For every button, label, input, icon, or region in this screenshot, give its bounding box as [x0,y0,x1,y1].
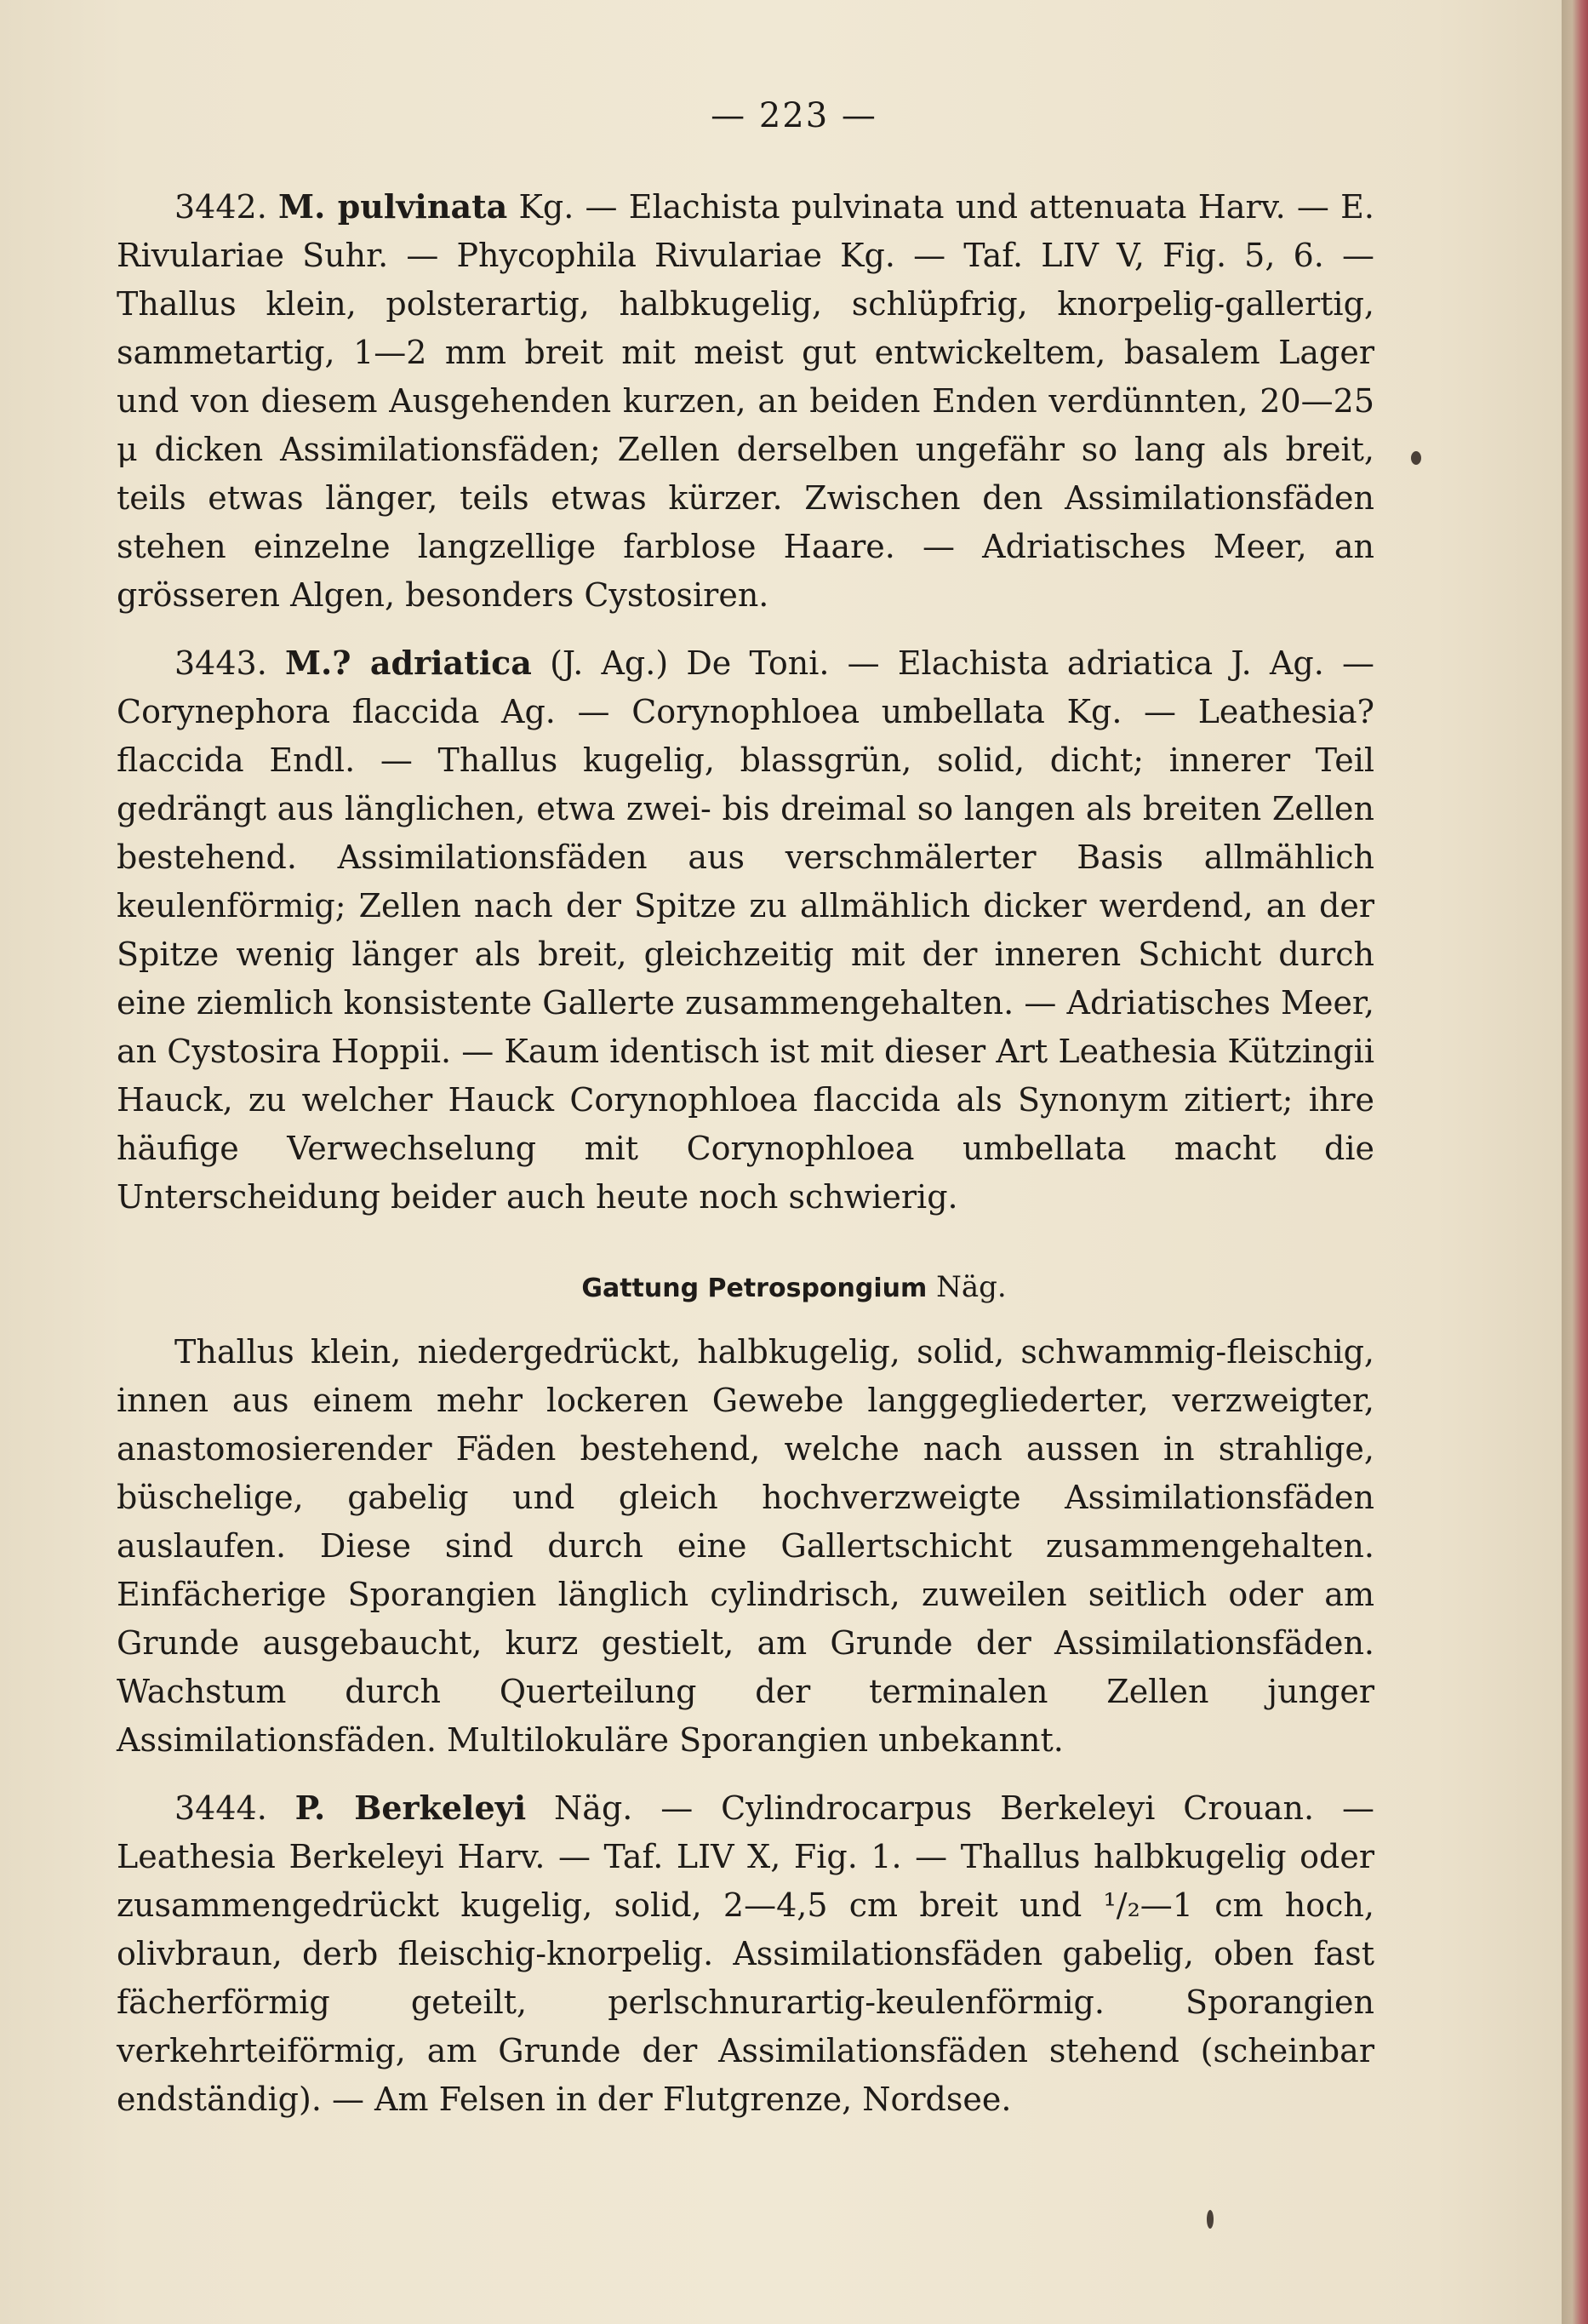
genus-description-block [117,1328,1374,1765]
page-number: — 223 — [711,96,877,135]
entry-3444 [117,1783,1374,2124]
ink-speck [1207,2210,1214,2229]
entry-text: Näg. — Cylindrocarpus Berkeleyi Crouan. — Leathesia Berkeleyi Harv. — Taf. LIV X, Fig. 1. — Thallus halbkugelig oder zusammengedrückt kugelig, solid, 2—4,5 cm breit und ¹/₂—1 cm hoch, olivbraun, derb fleischig-knorpelig. Assimilationsfäden gabelig, oben fast fächerförmig geteilt, perlschnurartig-keulenförmig. Sporangien verkehrteiförmig, am Grunde der Assimilationsfäden stehend (scheinbar endständig). — Am Felsen in der Flutgrenze, Nordsee. [117,1789,1374,2118]
entry-paragraph [117,638,1374,1222]
entry-text: (J. Ag.) De Toni. — Elachista adriatica J. Ag. — Corynephora flaccida Ag. — Corynophloea umbellata Kg. — Leathesia? flaccida Endl. — Thallus kugelig, blassgrün, solid, dicht; innerer Teil gedrängt aus länglichen, etwa zwei- bis dreimal so langen als breiten Zellen bestehend. Assimilationsfäden aus verschmälerter Basis allmählich keulenförmig; Zellen nach der Spitze zu allmählich dicker werdend, an der Spitze wenig länger als breit, gleichzeitig mit der inneren Schicht durch eine ziemlich konsistente Gallerte zusammengehalten. — Adriatisches Meer, an Cystosira Hoppii. — Kaum identisch ist mit dieser Art Leathesia Kützingii Hauck, zu welcher Hauck Corynophloea flaccida als Synonym zitiert; ihre häufige Verwechselung mit Corynophloea umbellata macht die Unterscheidung beider auch heute noch schwierig. [117,644,1374,1216]
species-name: M.? adriatica [284,644,532,682]
entry-text: Kg. — Elachista pulvinata und attenuata Harv. — E. Rivulariae Suhr. — Phycophila Rivulariae Kg. — Taf. LIV V, Fig. 5, 6. — Thallus klein, polsterartig, halbkugelig, schlüpfrig, knorpelig-gallertig, sammetartig, 1—2 mm breit mit meist gut entwickeltem, basalem Lager und von diesem Ausgehenden kurzen, an beiden Enden verdünnten, 20—25 μ dicken Assimilationsfäden; Zellen derselben ungefähr so lang als breit, teils etwas länger, teils etwas kürzer. Zwischen den Assimilationsfäden stehen einzelne langzellige farblose Haare. — Adriatisches Meer, an grösseren Algen, besonders Cystosiren. [117,188,1374,614]
entry-paragraph [117,182,1374,620]
entry-3442 [117,182,1374,620]
entry-number: 3443. [174,644,267,682]
genus-section [117,1328,1374,2124]
entries-top [117,182,1374,1222]
entry-number: 3444. [174,1789,267,1827]
entry-3443 [117,638,1374,1222]
entry-paragraph [117,1783,1374,2124]
entry-number: 3442. [174,188,267,226]
ink-speck [1411,451,1421,465]
page-edge [1562,0,1588,2324]
species-name: M. pulvinata [278,187,508,226]
genus-heading [0,1270,1588,1304]
species-name: P. Berkeleyi [294,1789,527,1827]
genus-heading-label: Gattung Petrospongium [581,1274,928,1303]
genus-description: Thallus klein, niedergedrückt, halbkugelig, solid, schwammig-fleischig, innen aus einem mehr lockeren Gewebe langgegliederter, verzweigter, anastomosierender Fäden bestehend, welche nach aussen in strahlige, büschelige, gabelig und gleich hochverzweigte Assimilationsfäden auslaufen. Diese sind durch eine Gallertschicht zusammengehalten. Einfächerige Sporangien länglich cylindrisch, zuweilen seitlich oder am Grunde ausgebaucht, kurz gestielt, am Grunde der Assimilationsfäden. Wachstum durch Querteilung der terminalen Zellen junger Assimilationsfäden. Multilokuläre Sporangien unbekannt. [117,1333,1374,1759]
genus-heading-author: Näg. [927,1270,1007,1304]
